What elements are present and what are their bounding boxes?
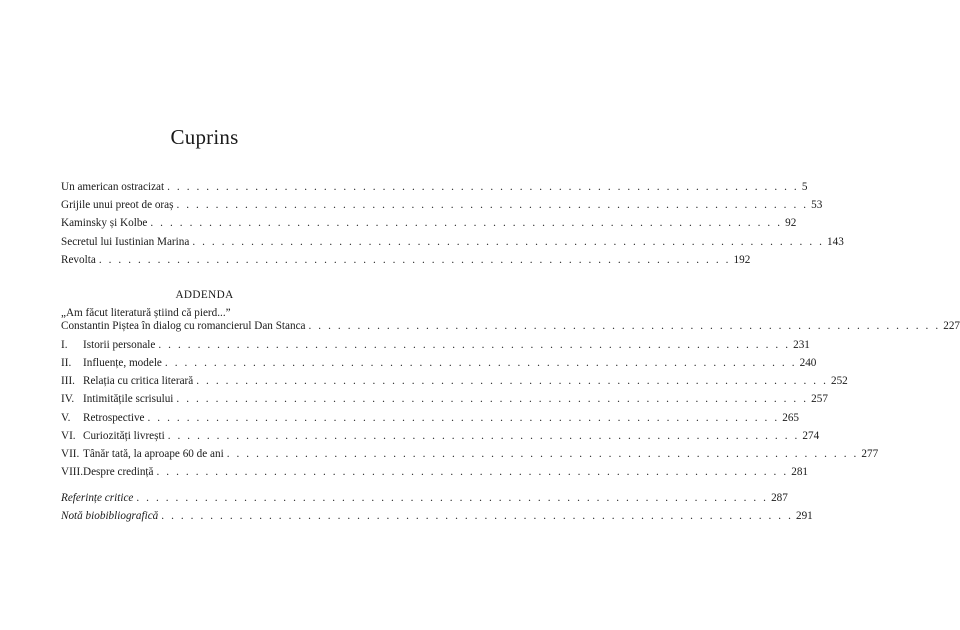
leader-dots: . . . . . . . . . . . . . . . . . . . . . . . . . . . . . . . . . . . . . . . . . . . . . . . . . . . . . . . . . . . . . . . . . [156, 466, 789, 478]
chapter-number: IV. [61, 393, 75, 405]
toc-entry-page: 231 [793, 339, 810, 351]
toc-entry-label: Istorii personale [83, 339, 156, 351]
leader-dots: . . . . . . . . . . . . . . . . . . . . . . . . . . . . . . . . . . . . . . . . . . . . . . . . . . . . . . . . . . . . . . . . . [150, 217, 783, 229]
toc-entry-label: Constantin Piștea în dialog cu romancierul Dan Stanca [61, 320, 306, 332]
toc-entry-label: Grijile unui preot de oraș [61, 199, 174, 211]
toc-entry-label: Secretul lui Iustinian Marina [61, 236, 190, 248]
toc-entry[interactable] [61, 392, 828, 406]
leader-dots: . . . . . . . . . . . . . . . . . . . . . . . . . . . . . . . . . . . . . . . . . . . . . . . . . . . . . . . . . . . . . . . . . [98, 254, 731, 266]
toc-entry-page: 281 [791, 466, 808, 478]
chapter-number: V. [61, 412, 71, 424]
toc-entry-label: Tânăr tată, la aproape 60 de ani [83, 448, 224, 460]
chapter-number: III. [61, 375, 75, 387]
toc-entry-label: Kaminsky și Kolbe [61, 217, 148, 229]
toc-entry[interactable] [61, 491, 788, 505]
leader-dots: . . . . . . . . . . . . . . . . . . . . . . . . . . . . . . . . . . . . . . . . . . . . . . . . . . . . . . . . . . . . . . . . . [192, 236, 825, 248]
toc-entry-page: 257 [811, 393, 828, 405]
toc-entry[interactable] [61, 253, 751, 267]
toc-entry-page: 227 [943, 320, 960, 332]
toc-entry[interactable] [61, 319, 960, 333]
toc-entry-page: 5 [801, 181, 808, 193]
toc-entry-page: 265 [782, 412, 799, 424]
leader-dots: . . . . . . . . . . . . . . . . . . . . . . . . . . . . . . . . . . . . . . . . . . . . . . . . . . . . . . . . . . . . . . . . . [158, 339, 791, 351]
toc-entry-label: Curiozități livrești [83, 430, 165, 442]
leader-dots: . . . . . . . . . . . . . . . . . . . . . . . . . . . . . . . . . . . . . . . . . . . . . . . . . . . . . . . . . . . . . . . . . [308, 320, 941, 332]
leader-dots: . . . . . . . . . . . . . . . . . . . . . . . . . . . . . . . . . . . . . . . . . . . . . . . . . . . . . . . . . . . . . . . . . [167, 430, 800, 442]
toc-entry-label: Influențe, modele [83, 357, 162, 369]
leader-dots: . . . . . . . . . . . . . . . . . . . . . . . . . . . . . . . . . . . . . . . . . . . . . . . . . . . . . . . . . . . . . . . . . [176, 199, 809, 211]
chapter-number: I. [61, 339, 68, 351]
leader-dots: . . . . . . . . . . . . . . . . . . . . . . . . . . . . . . . . . . . . . . . . . . . . . . . . . . . . . . . . . . . . . . . . . [176, 393, 809, 405]
addenda-quote-title: „Am făcut literatură știind că pierd...” [61, 307, 231, 319]
toc-entry-page: 274 [802, 430, 820, 442]
toc-entry-page: 92 [785, 217, 797, 229]
toc-entry[interactable] [61, 338, 810, 352]
toc-entry[interactable] [61, 356, 817, 370]
toc-entry-page: 240 [799, 357, 817, 369]
toc-entry[interactable] [61, 411, 799, 425]
chapter-number: VIII. [61, 466, 84, 478]
toc-entry[interactable] [61, 235, 844, 249]
toc-entry[interactable] [61, 180, 808, 194]
toc-entry[interactable] [61, 465, 808, 479]
toc-entry-page: 192 [733, 254, 751, 266]
toc-entry[interactable] [61, 374, 848, 388]
leader-dots: . . . . . . . . . . . . . . . . . . . . . . . . . . . . . . . . . . . . . . . . . . . . . . . . . . . . . . . . . . . . . . . . . [167, 181, 799, 193]
leader-dots: . . . . . . . . . . . . . . . . . . . . . . . . . . . . . . . . . . . . . . . . . . . . . . . . . . . . . . . . . . . . . . . . . [147, 412, 780, 424]
leader-dots: . . . . . . . . . . . . . . . . . . . . . . . . . . . . . . . . . . . . . . . . . . . . . . . . . . . . . . . . . . . . . . . . . [196, 375, 828, 387]
toc-entry-label: Referințe critice [61, 492, 134, 504]
toc-entry[interactable] [61, 447, 879, 461]
toc-entry[interactable] [61, 509, 813, 523]
toc-entry-label: Retrospective [83, 412, 145, 424]
toc-entry-label: Despre credință [83, 466, 154, 478]
toc-entry-label: Un american ostracizat [61, 181, 165, 193]
toc-entry-label: Revolta [61, 254, 96, 266]
toc-entry-label: Intimitățile scrisului [83, 393, 174, 405]
leader-dots: . . . . . . . . . . . . . . . . . . . . . . . . . . . . . . . . . . . . . . . . . . . . . . . . . . . . . . . . . . . . . . . . . [136, 492, 769, 504]
toc-entry-page: 277 [861, 448, 879, 460]
leader-dots: . . . . . . . . . . . . . . . . . . . . . . . . . . . . . . . . . . . . . . . . . . . . . . . . . . . . . . . . . . . . . . . . . [161, 510, 793, 522]
addenda-heading: ADDENDA [175, 289, 234, 301]
page-title: Cuprins [170, 125, 239, 149]
toc-entry[interactable] [61, 216, 797, 230]
toc-entry-page: 291 [795, 510, 813, 522]
leader-dots: . . . . . . . . . . . . . . . . . . . . . . . . . . . . . . . . . . . . . . . . . . . . . . . . . . . . . . . . . . . . . . . . . [164, 357, 797, 369]
toc-entry-page: 143 [827, 236, 844, 248]
toc-entry[interactable] [61, 429, 820, 443]
toc-entry-label: Notă biobibliografică [61, 510, 159, 522]
chapter-number: VII. [61, 448, 80, 460]
toc-entry-page: 287 [771, 492, 788, 504]
chapter-number: II. [61, 357, 72, 369]
leader-dots: . . . . . . . . . . . . . . . . . . . . . . . . . . . . . . . . . . . . . . . . . . . . . . . . . . . . . . . . . . . . . . . . . [226, 448, 859, 460]
toc-entry-page: 53 [811, 199, 823, 211]
toc-entry-label: Relația cu critica literară [83, 375, 194, 387]
toc-entry[interactable] [61, 198, 823, 212]
toc-entry-page: 252 [830, 375, 848, 387]
chapter-number: VI. [61, 430, 76, 442]
